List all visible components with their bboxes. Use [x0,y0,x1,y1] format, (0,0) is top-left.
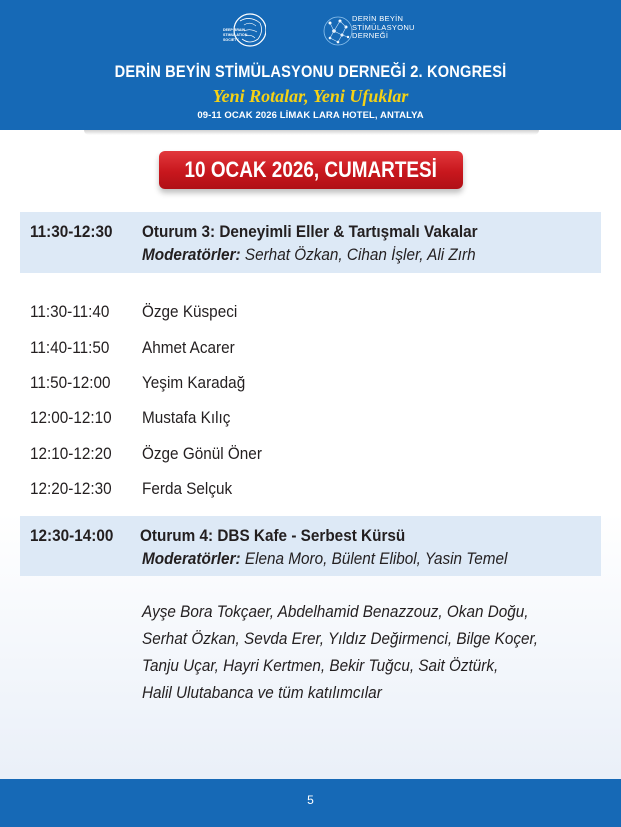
session-title: Oturum 4: DBS Kafe - Serbest Kürsü [140,526,406,545]
date-banner-text: 10 OCAK 2026, CUMARTESİ [184,157,438,182]
talk-time: 11:50-12:00 [30,373,111,392]
logo-right-text [352,15,432,41]
talk-speaker: Özge Küspeci [142,302,238,321]
talk-time: 11:40-11:50 [30,338,110,357]
date-banner [159,151,463,189]
talk-row [30,338,590,362]
talk-speaker: Ferda Selçuk [142,479,233,498]
moderators-names: Elena Moro, Bülent Elibol, Yasin Temel [240,549,508,568]
participants-list [142,598,621,706]
talk-time: 12:10-12:20 [30,444,112,463]
talk-row [30,302,590,326]
header-shadow [84,130,539,135]
logo-left-text-2: STIMULATION [223,33,248,37]
talk-speaker: Özge Gönül Öner [142,444,262,463]
talk-time: 12:20-12:30 [30,479,112,498]
logo-right-line-2: STİMÜLASYONU [352,22,415,32]
talk-speaker: Mustafa Kılıç [142,408,231,427]
moderators-label: Moderatörler: [142,549,241,568]
participants-line: Serhat Özkan, Sevda Erer, Yıldız Değirmenci, Bilge Koçer, [142,629,539,648]
talk-time: 12:00-12:10 [30,408,112,427]
congress-subtitle: Yeni Rotalar, Yeni Ufuklar [212,86,409,106]
talk-row [30,373,590,397]
logo-left-text-3: SOCIETY [223,38,239,42]
talk-time: 11:30-11:40 [30,302,110,321]
participants-line: Ayşe Bora Tokçaer, Abdelhamid Benazzouz, Okan Doğu, [142,602,529,621]
congress-title: DERİN BEYİN STİMÜLASYONU DERNEĞİ 2. KONGRESİ [114,62,507,81]
talk-speaker: Ahmet Acarer [142,338,235,357]
talk-speaker: Yeşim Karadağ [142,373,246,392]
brain-logo-icon [222,11,266,49]
moderators-names: Serhat Özkan, Cihan İşler, Ali Zırh [240,245,476,264]
participants-line: Halil Ulutabanca ve tüm katılımcılar [142,683,382,702]
logo-right-line-3: DERNEĞİ [352,31,389,41]
moderators-label: Moderatörler: [142,245,241,264]
page-header [0,0,621,130]
logo-left-text-1: DEEP BRAIN [223,28,246,32]
session-moderators [142,245,476,265]
session-block [20,212,601,273]
logos-row [0,11,621,51]
session-block [20,516,601,576]
session-title: Oturum 3: Deneyimli Eller & Tartışmalı Vakalar [142,222,478,241]
talk-row [30,444,590,468]
logo-right-line-1: DERİN BEYİN [352,14,404,23]
congress-venue: 09-11 OCAK 2026 LİMAK LARA HOTEL, ANTALYA [197,110,424,121]
session-time: 12:30-14:00 [30,526,114,545]
session-moderators [142,549,507,569]
page-number: 5 [307,793,314,807]
participants-line: Tanju Uçar, Hayri Kertmen, Bekir Tuğcu, Sait Öztürk, [142,656,499,675]
page-footer [0,779,621,827]
talk-row [30,479,590,503]
talk-row [30,408,590,432]
session-time: 11:30-12:30 [30,222,113,241]
